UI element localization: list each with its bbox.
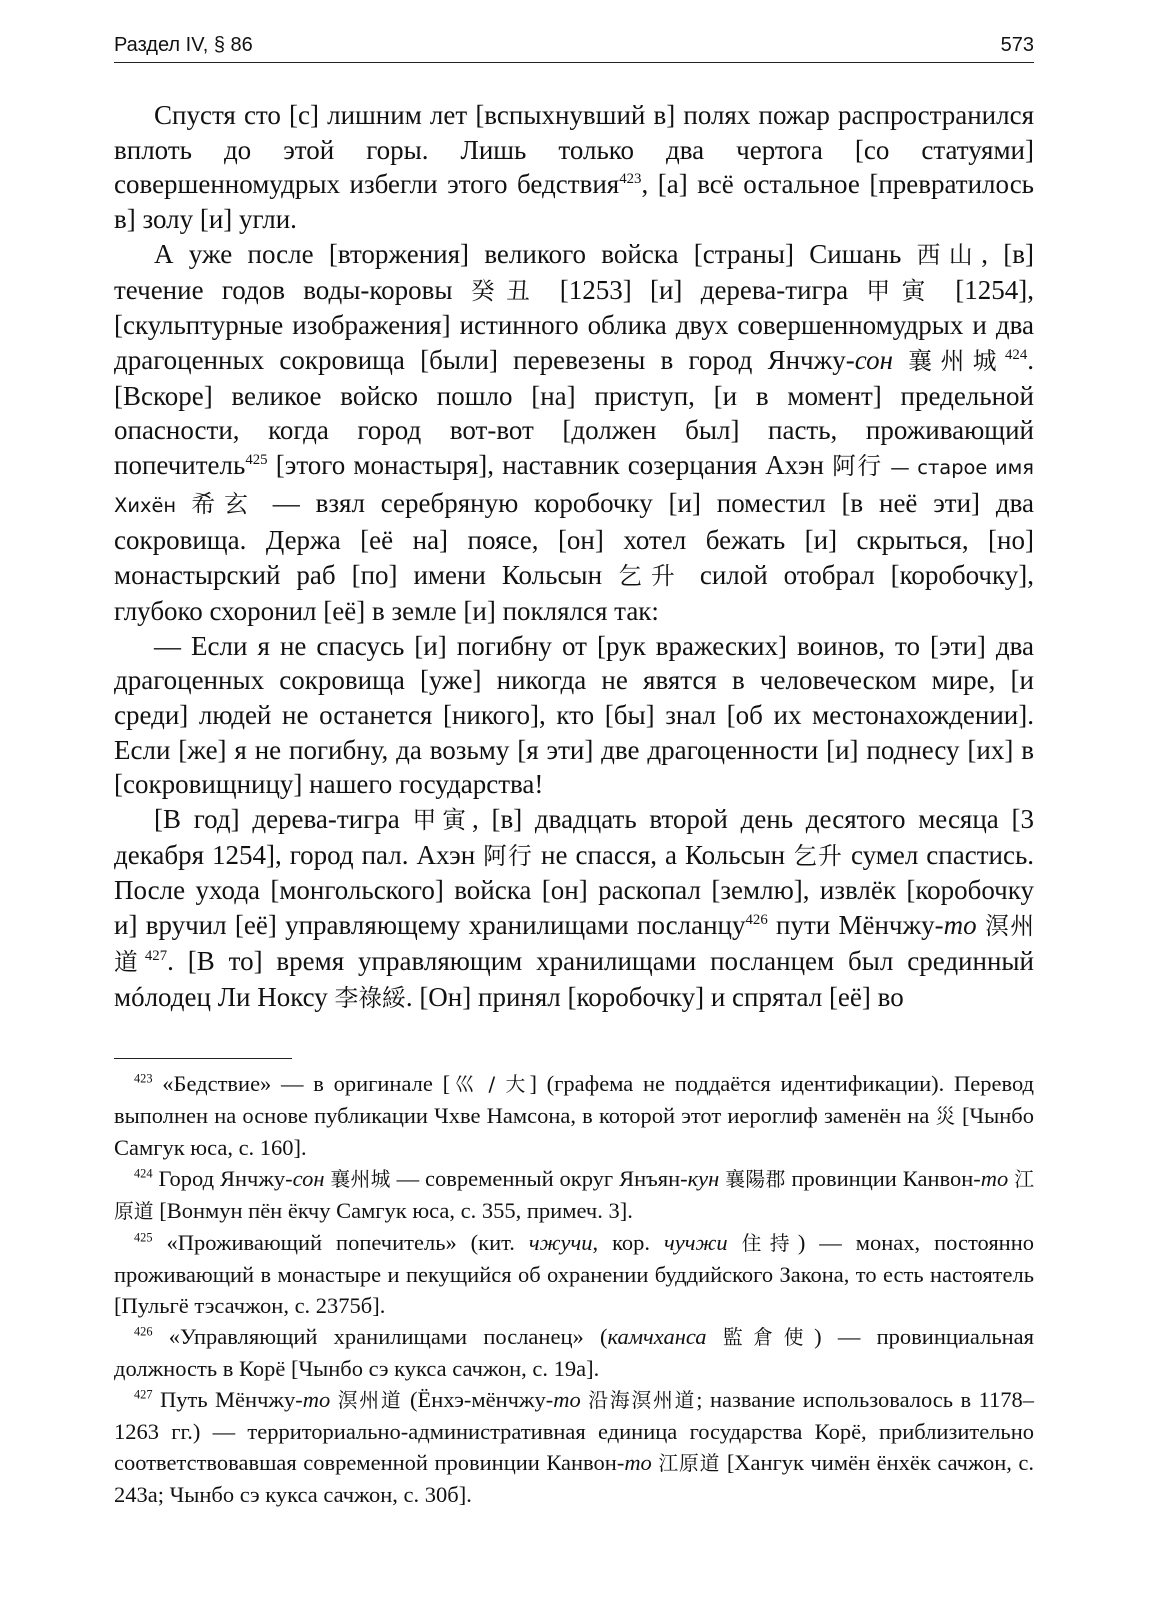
cjk-jiayin: 甲寅 (412, 806, 472, 835)
section-title: Раздел IV, § 86 (114, 34, 253, 56)
cjk-myeongjudo: 溟州道 (114, 912, 1034, 976)
page-number: 573 (1000, 34, 1034, 56)
footnotes (114, 1068, 1034, 1510)
cjk-guichou: 癸丑 (470, 276, 542, 305)
cjk-xiangzhoucheng: 襄州城 (908, 346, 1005, 375)
paragraph-1: Спустя сто [с] лишним лет [вспыхнувший в] полях пожар распространился вплоть до этой горы. Лишь только два чертога [со статуями] совершенномудрых избегли этого бедствия$^{423}$, [а] всё остальное [превратилось в] золу [и] угли. (114, 100, 1034, 235)
footnote-423: $^{423}$ «Бедствие» — в оригинале [巛 / 大] (графема не поддаётся идентификации). Перевод выполнен на основе публикации Чхве Намсона, в которой этот иероглиф заменён на 災 [Чынбо Самгук юса, с. 160]. (114, 1071, 1034, 1160)
cjk-xixuan: 希玄 (191, 489, 257, 518)
footnote-427: $^{427}$ Путь Мёнчжу-то 溟州道 (Ёнхэ-мёнчжу-то 沿海溟州道; название использовалось в 1178–1263 гг.) — территориально-административная единица государства Корё, приблизительно соответствовавшая современной провинции Канвон-то 江原道 [Хангук чимён ёнхёк сачжон, с. 243а; Чынбо сэ кукса сачжон, с. 30б]. (114, 1387, 1035, 1507)
footnote-425: $^{425}$ «Проживающий попечитель» (кит. чжучи, кор. чучжи 住持) — монах, постоянно проживающий в монастыре и пекущийся об охранении буддийского Закона, то есть настоятель [Пульгё тэсачжон, с. 2375б]. (114, 1230, 1034, 1318)
footnote-424: $^{424}$ Город Янчжу-сон 襄州城 — современный округ Янъян-кун 襄陽郡 провинции Канвон-то 江原道 [Вонмун пён ёкчу Самгук юса, с. 355, примеч. 3]. (114, 1166, 1035, 1223)
footnote-ref-426[interactable]: 426 (745, 912, 768, 929)
cjk-ahaeng: 阿行 (483, 841, 534, 870)
cjk-li-noksu: 李祿綏 (334, 983, 406, 1012)
main-text (114, 98, 1034, 1015)
footnote-divider (114, 1058, 292, 1059)
footnote-ref-424[interactable]: 424 (1004, 346, 1028, 363)
footnote-426: $^{426}$ «Управляющий хранилищами посланец» (камчханса 監倉使) — провинциальная должность в Корё [Чынбо сэ кукса сачжон, с. 19а]. (114, 1324, 1034, 1381)
paragraph-4: [В год] дерева-тигра 甲寅, [в] двадцать второй день десятого месяца [3 декабря 1254], город пал. Ахэн 阿行 не спасся, а Кольсын 乞升 сумел спастись. После ухода [монгольского] войска [он] раскопал [землю], извлёк [коробочку и] вручил [её] управляющему хранилищами посланцу$^{426}$ пути Мёнчжу-то 溟州道$^{427}$. [В то] время управляющим хранилищами посланцем был срединный мóлодец Ли Ноксу 李祿綏. [Он] принял [коробочку] и спрятал [её] во (114, 804, 1035, 1012)
running-head (114, 30, 1034, 63)
footnote-ref-427[interactable]: 427 (144, 947, 168, 964)
cjk-ahaeng: 阿行 (832, 452, 883, 481)
cjk-kolsyn: 乞升 (617, 562, 684, 591)
paragraph-2: А уже после [вторжения] великого войска [страны] Сишань 西山, [в] течение годов воды-коровы 癸丑 [1253] [и] дерева-тигра 甲寅 [1254], [скульптурные изображения] истинного облика двух совершенномудрых и два драгоценных сокровища [были] перевезены в город Янчжу-сон 襄州城$^{424}$. [Вскоре] великое войско пошло [на] приступ, [и в момент] предельной опасности, когда город вот-вот [должен был] пасть, проживающий попечитель$^{425}$ [этого монастыря], наставник созерцания Ахэн 阿行 — старое имя Хихён 希玄 — взял серебряную коробочку [и] поместил [в неё эти] два сокровища. Держа [её на] поясе, [он] хотел бежать [и] скрыться, [но] монастырский раб [по] имени Кольсын 乞升 силой отобрал [коробочку], глубоко схоронил [её] в земле [и] поклялся так: (114, 238, 1034, 626)
footnote-ref-425[interactable]: 425 (245, 452, 268, 469)
cjk-kolsyn: 乞升 (793, 841, 844, 870)
cjk-jiayin: 甲寅 (866, 276, 937, 305)
cjk-xishan: 西山 (916, 240, 982, 269)
paragraph-3: — Если я не спасусь [и] погибну от [рук вражеских] воинов, то [эти] два драгоценных сокровища [уже] никогда не явятся в человеческом мире, [и среди] людей не останется [никого], кто [бы] знал [об их местонахождении]. Если [же] я не погибну, да возьму [я эти] две драгоценности [и] поднесу [их] в [сокровищницу] нашего государства! (114, 630, 1034, 800)
footnote-ref-423[interactable]: 423 (619, 171, 642, 188)
